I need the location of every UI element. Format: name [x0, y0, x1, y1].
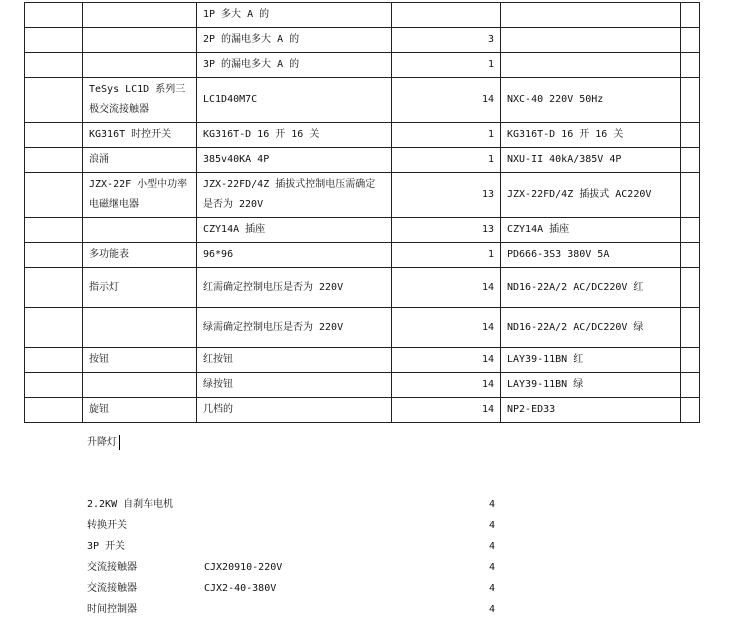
item-name-cell: 指示灯 — [83, 268, 197, 308]
item-spec-cell — [501, 28, 681, 53]
table-row — [25, 53, 700, 78]
table-row — [25, 173, 700, 218]
item-qty-cell: 13 — [392, 218, 501, 243]
table-row — [25, 268, 700, 308]
item-qty-cell: 14 — [392, 268, 501, 308]
section-heading[interactable] — [87, 433, 120, 450]
item-model-cell: 1P 多大 A 的 — [197, 3, 392, 28]
row-trailing-cell — [681, 3, 700, 28]
row-leading-cell — [25, 268, 83, 308]
item-spec-cell: NXU-II 40kA/385V 4P — [501, 148, 681, 173]
list-item-qty: 4 — [489, 499, 496, 510]
list-item-name: 时间控制器 — [87, 604, 137, 615]
item-model-cell: 2P 的漏电多大 A 的 — [197, 28, 392, 53]
table-row — [25, 28, 700, 53]
item-qty-cell: 14 — [392, 348, 501, 373]
item-spec-cell: LAY39-11BN 红 — [501, 348, 681, 373]
item-model-cell: KG316T-D 16 开 16 关 — [197, 123, 392, 148]
row-leading-cell — [25, 348, 83, 373]
row-leading-cell — [25, 53, 83, 78]
list-item-qty: 4 — [489, 541, 496, 552]
parts-table — [24, 2, 700, 423]
item-name-cell — [83, 28, 197, 53]
item-qty-cell: 14 — [392, 308, 501, 348]
list-item-qty: 4 — [489, 562, 496, 573]
table-row — [25, 348, 700, 373]
item-model-cell: 96*96 — [197, 243, 392, 268]
item-spec-cell: NP2-ED33 — [501, 398, 681, 423]
row-trailing-cell — [681, 173, 700, 218]
list-item-qty: 4 — [489, 520, 496, 531]
list-item — [87, 578, 507, 599]
row-trailing-cell — [681, 28, 700, 53]
row-trailing-cell — [681, 373, 700, 398]
row-trailing-cell — [681, 268, 700, 308]
item-name-cell: JZX-22F 小型中功率电磁继电器 — [83, 173, 197, 218]
list-item — [87, 557, 507, 578]
item-spec-cell: ND16-22A/2 AC/DC220V 绿 — [501, 308, 681, 348]
row-leading-cell — [25, 148, 83, 173]
row-leading-cell — [25, 123, 83, 148]
item-spec-cell: KG316T-D 16 开 16 关 — [501, 123, 681, 148]
text-cursor — [119, 435, 120, 450]
table-row — [25, 308, 700, 348]
table-row — [25, 218, 700, 243]
item-name-cell: 按钮 — [83, 348, 197, 373]
list-item-qty: 4 — [489, 604, 496, 615]
item-spec-cell: CZY14A 插座 — [501, 218, 681, 243]
item-name-cell — [83, 308, 197, 348]
list-item — [87, 536, 507, 557]
item-model-cell: 3P 的漏电多大 A 的 — [197, 53, 392, 78]
item-model-cell: JZX-22FD/4Z 插拔式控制电压需确定是否为 220V — [197, 173, 392, 218]
item-qty-cell: 1 — [392, 243, 501, 268]
row-trailing-cell — [681, 308, 700, 348]
item-name-cell — [83, 373, 197, 398]
list-item-model: CJX20910-220V — [204, 562, 283, 573]
table-row — [25, 123, 700, 148]
section-heading-text: 升降灯 — [87, 437, 117, 448]
list-item-name: 交流接触器 — [87, 583, 137, 594]
item-model-cell: 红按钮 — [197, 348, 392, 373]
item-model-cell: 几档的 — [197, 398, 392, 423]
row-trailing-cell — [681, 53, 700, 78]
row-trailing-cell — [681, 218, 700, 243]
list-item — [87, 515, 507, 536]
item-model-cell: LC1D40M7C — [197, 78, 392, 123]
item-model-cell: 385v40KA 4P — [197, 148, 392, 173]
item-name-cell: 浪涌 — [83, 148, 197, 173]
item-spec-cell: ND16-22A/2 AC/DC220V 红 — [501, 268, 681, 308]
item-qty-cell — [392, 3, 501, 28]
item-qty-cell: 14 — [392, 373, 501, 398]
row-leading-cell — [25, 28, 83, 53]
table-row — [25, 148, 700, 173]
item-name-cell: 多功能表 — [83, 243, 197, 268]
item-name-cell — [83, 53, 197, 78]
parts-table-body — [25, 3, 700, 423]
item-name-cell: TeSys LC1D 系列三极交流接触器 — [83, 78, 197, 123]
item-spec-cell — [501, 53, 681, 78]
row-leading-cell — [25, 398, 83, 423]
row-trailing-cell — [681, 123, 700, 148]
item-qty-cell: 3 — [392, 28, 501, 53]
item-model-cell: 绿需确定控制电压是否为 220V — [197, 308, 392, 348]
lower-item-list — [87, 494, 507, 620]
item-name-cell — [83, 3, 197, 28]
row-trailing-cell — [681, 398, 700, 423]
row-leading-cell — [25, 218, 83, 243]
row-leading-cell — [25, 173, 83, 218]
row-trailing-cell — [681, 148, 700, 173]
item-name-cell: 旋钮 — [83, 398, 197, 423]
item-spec-cell: JZX-22FD/4Z 插拔式 AC220V — [501, 173, 681, 218]
item-qty-cell: 13 — [392, 173, 501, 218]
row-trailing-cell — [681, 348, 700, 373]
item-model-cell: 绿按钮 — [197, 373, 392, 398]
table-row — [25, 3, 700, 28]
item-qty-cell: 1 — [392, 53, 501, 78]
row-trailing-cell — [681, 243, 700, 268]
item-qty-cell: 14 — [392, 398, 501, 423]
list-item-name: 3P 开关 — [87, 541, 126, 552]
row-leading-cell — [25, 308, 83, 348]
list-item — [87, 599, 507, 620]
item-qty-cell: 1 — [392, 148, 501, 173]
table-row — [25, 78, 700, 123]
row-leading-cell — [25, 243, 83, 268]
row-leading-cell — [25, 3, 83, 28]
item-model-cell: CZY14A 插座 — [197, 218, 392, 243]
table-row — [25, 398, 700, 423]
row-leading-cell — [25, 78, 83, 123]
item-qty-cell: 1 — [392, 123, 501, 148]
list-item-qty: 4 — [489, 583, 496, 594]
item-model-cell: 红需确定控制电压是否为 220V — [197, 268, 392, 308]
list-item-name: 交流接触器 — [87, 562, 137, 573]
table-row — [25, 243, 700, 268]
row-trailing-cell — [681, 78, 700, 123]
item-spec-cell: PD666-3S3 380V 5A — [501, 243, 681, 268]
table-row — [25, 373, 700, 398]
item-name-cell: KG316T 时控开关 — [83, 123, 197, 148]
list-item-name: 转换开关 — [87, 520, 127, 531]
item-qty-cell: 14 — [392, 78, 501, 123]
item-name-cell — [83, 218, 197, 243]
item-spec-cell: NXC-40 220V 50Hz — [501, 78, 681, 123]
item-spec-cell — [501, 3, 681, 28]
row-leading-cell — [25, 373, 83, 398]
list-item-model: CJX2-40-380V — [204, 583, 277, 594]
item-spec-cell: LAY39-11BN 绿 — [501, 373, 681, 398]
list-item-name: 2.2KW 自刹车电机 — [87, 499, 174, 510]
list-item — [87, 494, 507, 515]
